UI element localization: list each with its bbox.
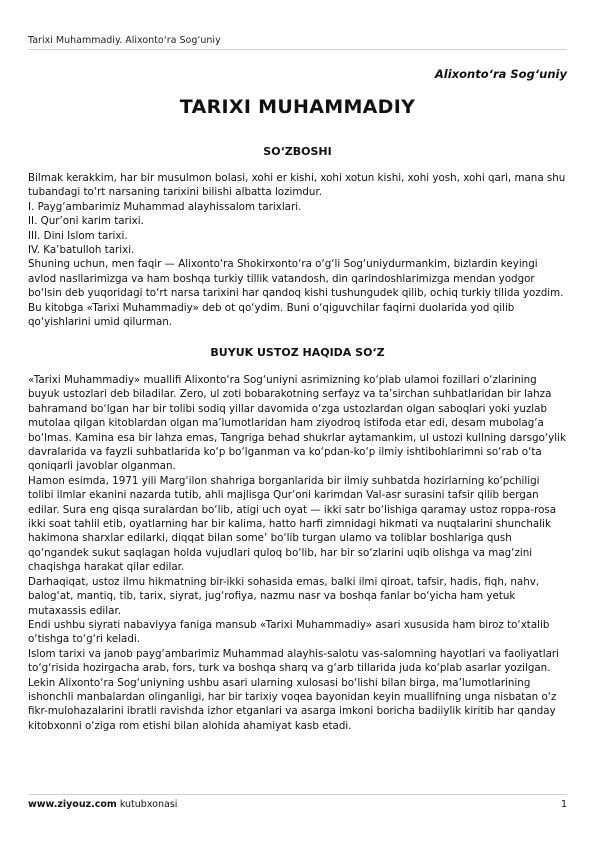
list-item: I. Payg‘ambarimiz Muhammad alayhissalom tarixlari.: [28, 200, 302, 213]
paragraph: Bilmak kerakkim, har bir musulmon bolasi, xohi er kishi, xohi xotun kishi, xohi yosh, xohi qari, mana shu tubandagi to‘rt narsaning tarixini bilishi albatta lozimdur.: [28, 172, 566, 199]
section-heading-preface: SO‘ZBOSHI: [263, 145, 332, 158]
author-name: Alixonto‘ra Sog‘uniy: [434, 67, 567, 81]
list-item: II. Qur’oni karim tarixi.: [28, 215, 144, 228]
paragraph: Darhaqiqat, ustoz ilmu hikmatning bir-ikki sohasida emas, balki ilmi qiroat, tafsir, hadis, fiqh, nahv, balog‘at, mantiq, tib, tarix, siyrat, jug‘rofiya, nazmu nasr va boshqa fanlar bo‘yicha ham yetuk mutaxassis edilar.: [28, 575, 540, 617]
page-number: 1: [560, 799, 567, 810]
running-header: [28, 35, 567, 50]
paragraph: Islom tarixi va janob payg‘ambarimiz Muhammad alayhis-salotu vas-salomning hayotlari va faoliyatlari to‘g‘risida hozirgacha arab, fors, turk va boshqa sharq va g‘arb tillarida juda ko‘plab asarlar yozilgan. Lekin Alixonto‘ra Sog‘uniyning ushbu asari ularning xulosasi bo‘lishi bilan birga, ma’lumotlarining ishonchli manbalardan olinganligi, har bir tarixiy voqea bayonidan keyin muallifning unga nisbatan o‘z fikr-mulohazalarini ibratli ravishda izhor etganlari va asarga imkoni boricha badiiylik kiritib har qanday kitobxonni o‘ziga rom etishi bilan alohida ahamiyat kasb etadi.: [28, 647, 559, 732]
running-title: Tarixi Muhammadiy. Alixonto‘ra Sog‘uniy: [28, 35, 221, 46]
list-item: IV. Ka’batulloh tarixi.: [28, 244, 135, 257]
book-title: TARIXI MUHAMMADIY: [179, 96, 416, 118]
page-footer: [28, 794, 567, 811]
footer-site-suffix: kutubxonasi: [119, 799, 178, 810]
paragraph: «Tarixi Muhammadiy» muallifi Alixonto‘ra Sog‘uniyni asrimizning ko‘plab ulamoi fozillari o‘zlarining buyuk ustozlari deb biladilar. Zero, ul zoti bobarakotning serfayz va ta’sirchan suhbatlaridan bir lahza bahramand bo‘lgan har bir tolibi sodiq yillar davomida o‘zga ustozlardan olgan saboqlari yoki yuzlab mutolaa qilgan kitoblardan olgan ma’lumotlaridan ham ziyodroq istifoda etar edi, desam mubolag‘a bo‘lmas. Kamina esa bir lahza emas, Tangriga behad shukrlar aytamankim, ul ustozi kullning darsgo‘ylik davralarida va fayzli suhbatlarida ko‘p bo‘lganman va ko‘pdan-ko‘p ilmiy ishtibohlarimni so‘rab o‘ta qoniqarli javoblar olganman.: [28, 374, 566, 473]
list-item: III. Dini Islom tarixi.: [28, 229, 128, 242]
footer-site-link[interactable]: www.ziyouz.com: [28, 799, 117, 810]
preface-body: [28, 171, 567, 329]
section-heading-teacher: BUYUK USTOZ HAQIDA SO‘Z: [210, 346, 385, 359]
paragraph: Shuning uchun, men faqir — Alixonto‘ra Shokirxonto‘ra o‘g‘li Sog‘uniydurmankim, bizlardin keyingi avlod nasllarimizga va ham boshqa turkiy tillik vatandosh, din qarindoshlarimizga mendan yodgor bo‘lsin deb yuqoridagi to‘rt narsa tarixini har qandoq kishi tushungudek qilib, ochiq turkiy tilida yozdim. Bu kitobga «Tarixi Muhammadiy» deb ot qo‘ydim. Buni o‘qiguvchilar faqirni duolarida yod qilib qo‘yishlarini umid qilurman.: [28, 258, 564, 329]
paragraph: Endi ushbu siyrati nabaviyya faniga mansub «Tarixi Muhammadiy» asari xususida ham biroz to‘xtalib o‘tishga to‘g‘ri keladi.: [28, 618, 550, 646]
paragraph: Hamon esimda, 1971 yili Marg‘ilon shahriga borganlarida bir ilmiy suhbatda hozirlarning ko‘pchiligi tolibi ilmlar ekanini nazarda tutib, ahli majlisga Qur’oni karimdan Val-asr surasini tafsir qilib bergan edilar. Sura eng qisqa suralardan bo‘lib, atigi uch oyat — ikki satr bo‘lishiga qaramay ustoz roppa-rosa ikki soat tahlil etib, oyatlarning har bir kalima, hatto harfi zimnidagi hikmati va nuqtalarini shunchalik hakimona sharxlar edilarki, diqqat bilan some’ bo‘lib turgan ulamo va toliblar boshlariga qush qo‘ngandek sukut saqlagan holda vujudlari quloq bo‘lib, har bir so‘zlarini uqib olishga va mag‘zini chaqishga harakat qilar edilar.: [28, 474, 557, 574]
teacher-section-body: [28, 373, 567, 733]
